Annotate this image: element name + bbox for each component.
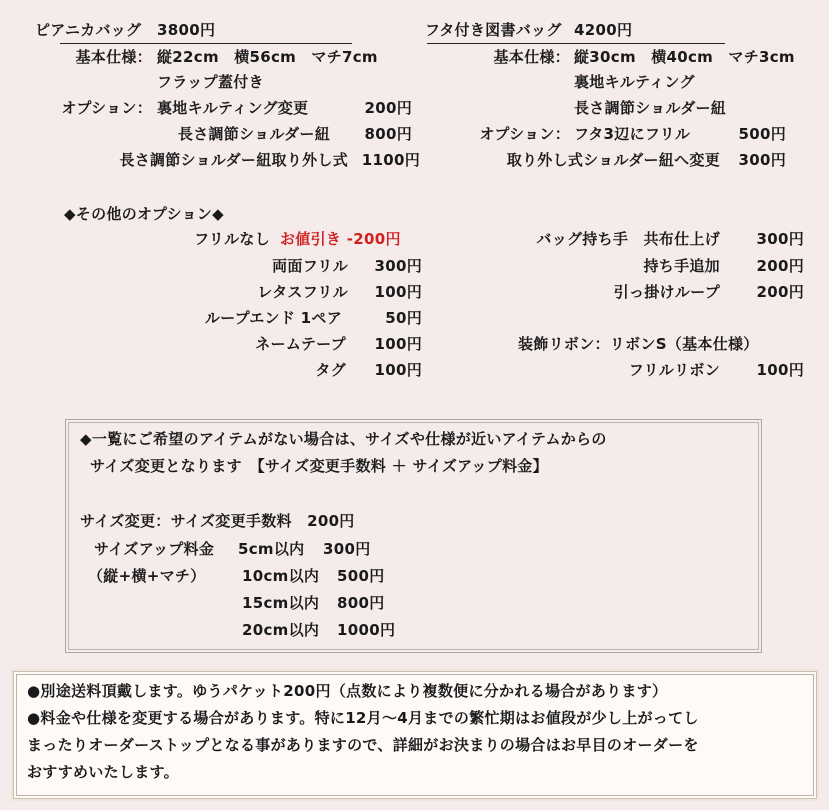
note-price-change: ●料金や仕様を変更する場合があります。特に12月～4月までの繁忙期はお値段が少し上がってし <box>27 709 699 727</box>
bag2-option-label: オプション： <box>479 125 570 143</box>
other-options-heading: ◆その他のオプション◆ <box>64 205 225 223</box>
size-box-line: ◆一覧にご希望のアイテムがない場合は、サイズや仕様が近いアイテムからの <box>80 430 607 448</box>
option-price: 200円 <box>756 257 804 275</box>
tier-price: 500円 <box>337 567 385 585</box>
discount-price: お値引き -200円 <box>280 230 401 248</box>
bag1-underline <box>60 43 352 44</box>
sizeup-note: （縦+横+マチ） <box>88 567 206 585</box>
option-name: 引っ掛けループ <box>613 283 720 301</box>
bag2-title: フタ付き図書バッグ <box>425 21 562 39</box>
bag1-title: ピアニカバッグ <box>35 21 142 39</box>
option-name: 持ち手追加 <box>643 257 720 275</box>
bag2-underline <box>427 43 725 44</box>
bag2-option-price: 300円 <box>738 151 786 169</box>
option-name: ループエンド 1ペア <box>204 309 342 327</box>
bag2-option-name: フタ3辺にフリル <box>574 125 691 143</box>
size-change-box <box>65 419 762 653</box>
bag1-option-name: 長さ調節ショルダー紐取り外し式 <box>119 151 348 169</box>
bag1-option-name: 裏地キルティング変更 <box>157 99 309 117</box>
bag1-basic-line: 縦22cm 横56cm マチ7cm <box>157 48 378 66</box>
bag1-option-price: 1100円 <box>361 151 420 169</box>
bag1-basic-label: 基本仕様： <box>75 48 152 66</box>
bag2-price: 4200円 <box>574 21 633 39</box>
option-price: 200円 <box>756 283 804 301</box>
tier-price: 800円 <box>337 594 385 612</box>
bag1-basic-line: フラップ蓋付き <box>157 73 264 91</box>
option-price: 300円 <box>756 230 804 248</box>
bag2-option-price: 500円 <box>738 125 786 143</box>
bag2-basic-label: 基本仕様： <box>493 48 570 66</box>
bag2-basic-line: 長さ調節ショルダー紐 <box>574 99 727 117</box>
tier-range: 10cm以内 <box>242 567 320 585</box>
bag1-option-price: 800円 <box>364 125 412 143</box>
option-price: 100円 <box>374 335 422 353</box>
option-name: バッグ持ち手 共布仕上げ <box>536 230 720 248</box>
tier-range: 20cm以内 <box>242 621 320 639</box>
tier-price: 1000円 <box>337 621 396 639</box>
option-name: ネームテープ <box>255 335 346 353</box>
tier-range: 5cm以内 <box>238 540 305 558</box>
bag1-price: 3800円 <box>157 21 216 39</box>
option-name: 両面フリル <box>272 257 348 275</box>
note-price-change-cont: まったりオーダーストップとなる事がありますので、詳細がお決まりの場合はお早目のオーダーを <box>27 736 699 754</box>
note-price-change-cont: おすすめいたします。 <box>27 763 179 781</box>
option-price: 100円 <box>374 361 422 379</box>
bag2-option-name: 取り外し式ショルダー紐へ変更 <box>506 151 720 169</box>
ribbon-option: 装飾リボン：リボンS（基本仕様） <box>518 335 759 353</box>
option-name: フリルリボン <box>628 361 720 379</box>
tier-price: 300円 <box>323 540 371 558</box>
tier-range: 15cm以内 <box>242 594 320 612</box>
bag1-option-price: 200円 <box>364 99 412 117</box>
size-fee-line: サイズ変更：サイズ変更手数料 200円 <box>80 512 355 530</box>
option-name: タグ <box>315 361 346 379</box>
option-name: レタスフリル <box>257 283 348 301</box>
option-price: 100円 <box>374 283 422 301</box>
sizeup-label: サイズアップ料金 <box>94 540 215 558</box>
option-price: 300円 <box>374 257 422 275</box>
option-price: 100円 <box>756 361 804 379</box>
note-shipping: ●別途送料頂戴します。ゆうパケット200円（点数により複数便に分かれる場合があります） <box>27 682 668 700</box>
size-box-line: サイズ変更となります 【サイズ変更手数料 ＋ サイズアップ料金】 <box>90 457 548 475</box>
option-price: 50円 <box>385 309 422 327</box>
bag2-basic-line: 縦30cm 横40cm マチ3cm <box>574 48 795 66</box>
bag1-option-name: 長さ調節ショルダー紐 <box>177 125 330 143</box>
bag1-option-label: オプション： <box>61 99 152 117</box>
bag2-basic-line: 裏地キルティング <box>574 73 695 91</box>
option-name: フリルなし <box>194 230 270 248</box>
